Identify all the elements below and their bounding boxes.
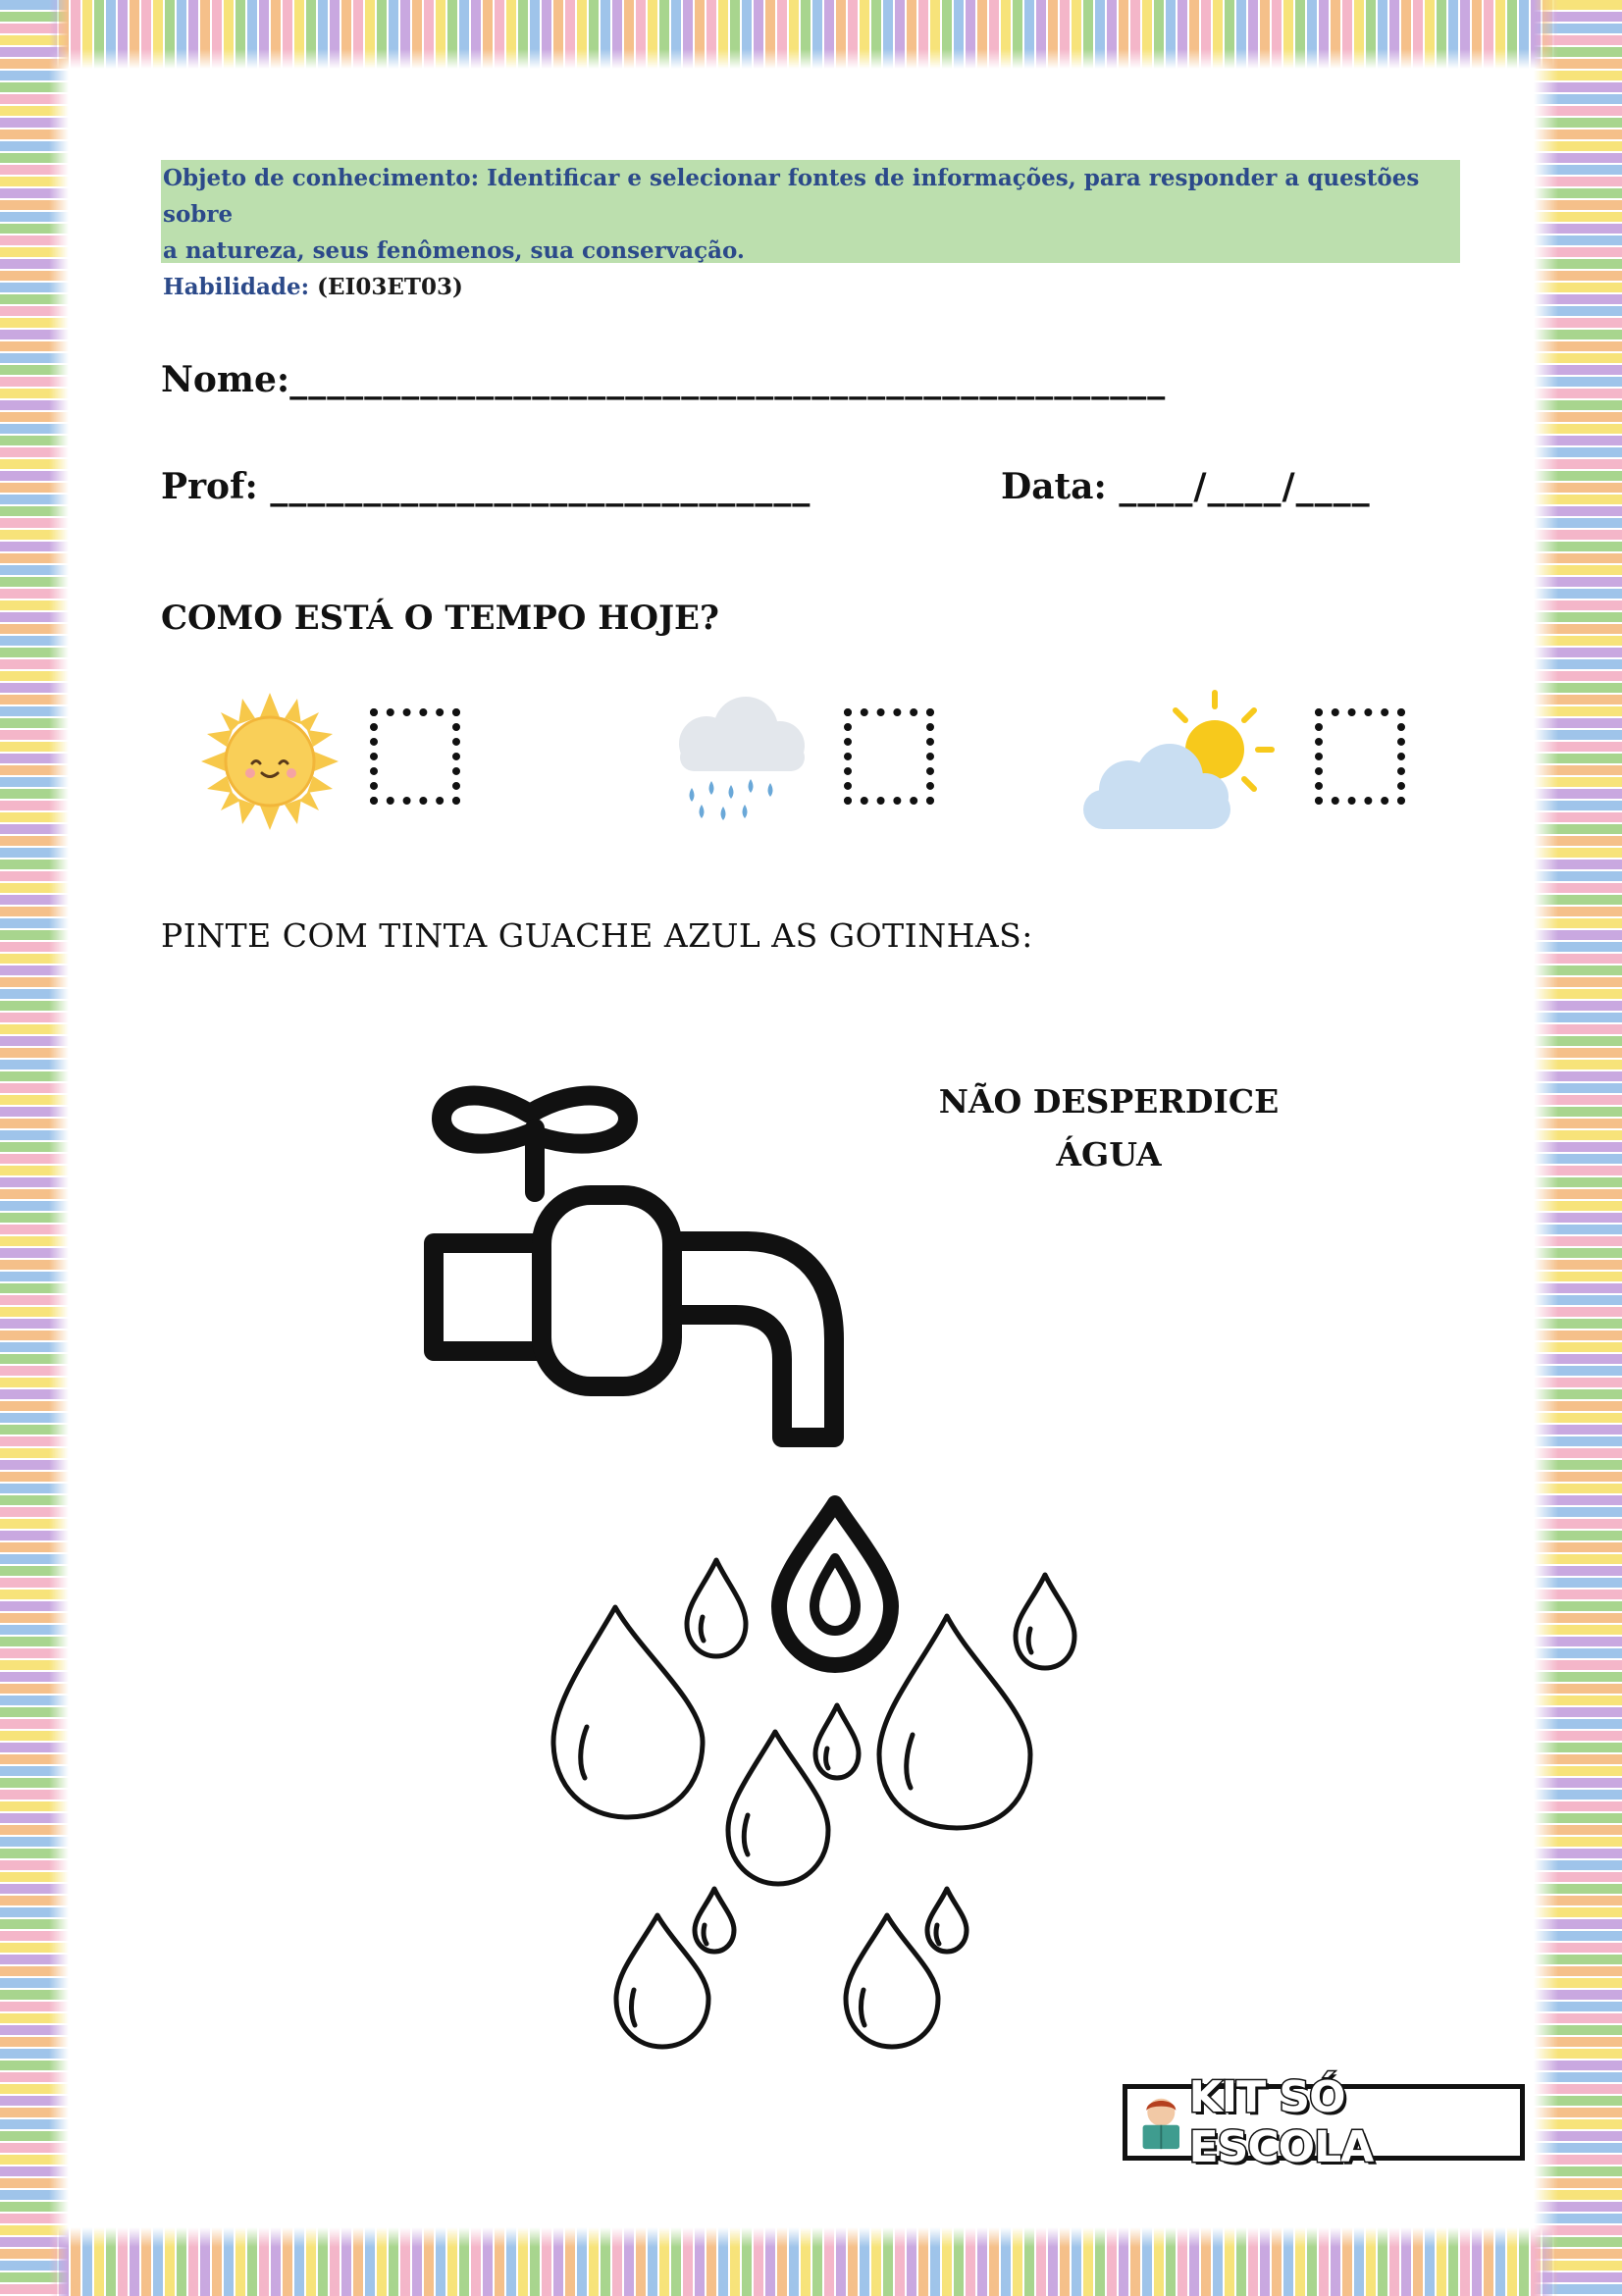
teacher-blank[interactable]: _____________________________ [270,466,811,507]
date-label: Data: [1001,466,1107,507]
sun-icon [201,693,339,830]
pencil-border-left [0,0,69,2296]
kit-so-escola-logo [1123,2072,1525,2172]
slogan [913,1075,1305,1181]
partly-cloudy-icon [1079,687,1276,834]
date-blank[interactable]: ____/____/____ [1119,466,1371,507]
objective-text-line2: a natureza, seus fenômenos, sua conservação. [163,237,745,264]
date-field-row [1001,466,1371,507]
rain-cloud-icon [672,695,810,827]
weather-question: COMO ESTÁ O TEMPO HOJE? [161,599,719,638]
teacher-field-row [161,466,811,507]
faucet-icon [422,1074,913,1467]
pencil-border-bottom [0,2227,1622,2296]
pencil-border-right [1534,0,1622,2296]
teacher-label: Prof: [161,466,258,507]
reading-child-icon [1137,2092,1185,2153]
sunny-checkbox[interactable] [370,708,460,805]
slogan-line1: NÃO DESPERDICE [938,1082,1280,1121]
name-label: Nome: [161,359,290,400]
skill-label: Habilidade: [163,274,310,300]
name-field-row [161,359,1166,400]
objective-label: Objeto de conhecimento: [163,165,480,191]
slogan-line2: ÁGUA [1056,1135,1162,1174]
name-blank[interactable]: _______________________________________________ [289,359,1167,400]
water-drops-icon [540,1491,1099,2061]
objective-text-line1: Identificar e selecionar fontes de informações, para responder a questões sobre [163,165,1420,228]
pencil-border-top [0,0,1622,69]
skill-code: (EI03ET03) [317,274,463,300]
partly-cloudy-checkbox[interactable] [1315,708,1405,805]
logo-text: KIT SÓ ESCOLA [1188,2072,1374,2172]
rainy-checkbox[interactable] [844,708,934,805]
activity-instruction: PINTE COM TINTA GUACHE AZUL AS GOTINHAS: [161,916,1033,955]
objective-box [161,160,1460,300]
